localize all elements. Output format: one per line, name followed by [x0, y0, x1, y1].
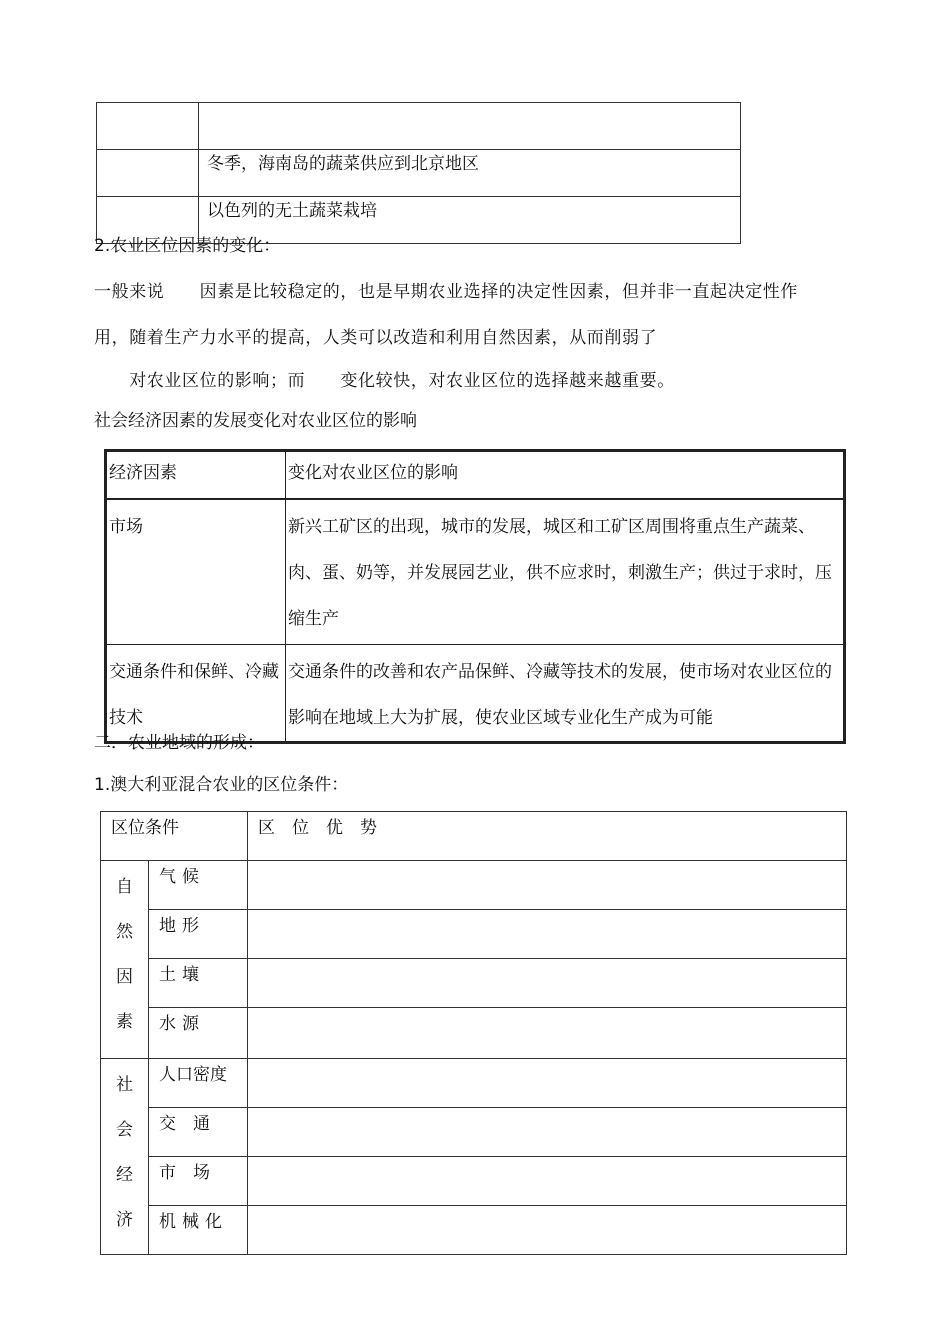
label-char: 自 — [116, 877, 133, 897]
condition-item: 人口密度 — [149, 1059, 248, 1108]
table-cell — [199, 103, 741, 150]
label-char: 济 — [116, 1210, 133, 1230]
table-row — [101, 1108, 847, 1157]
condition-item: 地形 — [149, 910, 248, 959]
label-char: 因 — [116, 967, 133, 987]
paragraph-line: 对农业区位的影响；而 变化较快，对农业区位的选择越来越重要。 — [94, 371, 675, 391]
header-factor: 经济因素 — [106, 451, 286, 500]
condition-item: 交 通 — [149, 1108, 248, 1157]
impact-cell: 交通条件的改善和农产品保鲜、冷藏等技术的发展，使市场对农业区位的影响在地域上大为扩展，使农业区域专业化生产成为可能 — [286, 645, 845, 743]
section-heading: 二．农业地域的形成： — [94, 733, 264, 753]
factor-cell: 市场 — [106, 499, 286, 645]
table-row — [106, 499, 845, 645]
label-char: 然 — [116, 922, 133, 942]
answer-cell[interactable] — [248, 1059, 847, 1108]
condition-item: 土壤 — [149, 959, 248, 1008]
economic-factors-table — [104, 449, 846, 744]
header-advantage: 区 位 优 势 — [248, 812, 847, 861]
answer-cell[interactable] — [248, 959, 847, 1008]
label-char: 素 — [116, 1012, 133, 1032]
answer-cell[interactable] — [248, 861, 847, 910]
answer-cell[interactable] — [248, 1108, 847, 1157]
table-row — [101, 1008, 847, 1059]
label-char: 经 — [116, 1165, 133, 1185]
table-row — [101, 861, 847, 910]
natural-factors-label — [101, 861, 149, 1059]
location-conditions-table — [100, 811, 847, 1255]
paragraph-line: 一般来说 因素是比较稳定的，也是早期农业选择的决定性因素，但并非一直起决定性作 — [94, 282, 798, 302]
condition-item: 气候 — [149, 861, 248, 910]
crop-example-table — [96, 102, 741, 244]
table-row — [101, 1059, 847, 1108]
label-char: 会 — [116, 1120, 133, 1140]
header-conditions: 区位条件 — [101, 812, 248, 861]
impact-cell: 新兴工矿区的出现，城市的发展，城区和工矿区周围将重点生产蔬菜、肉、蛋、奶等，并发展园艺业，供不应求时，刺激生产；供过于求时，压缩生产 — [286, 499, 845, 645]
paragraph-line: 社会经济因素的发展变化对农业区位的影响 — [94, 411, 417, 431]
table-row — [101, 1206, 847, 1255]
table-cell: 冬季，海南岛的蔬菜供应到北京地区 — [199, 150, 741, 197]
section-subheading: 1.澳大利亚混合农业的区位条件： — [94, 775, 349, 795]
table-cell — [97, 103, 199, 150]
answer-cell[interactable] — [248, 1206, 847, 1255]
factor-cell: 交通条件和保鲜、冷藏技术 — [106, 645, 286, 743]
label-char: 社 — [116, 1075, 133, 1095]
table-row — [106, 645, 845, 743]
social-factors-label — [101, 1059, 149, 1255]
condition-item: 机械化 — [149, 1206, 248, 1255]
section-heading: 2.农业区位因素的变化： — [94, 236, 281, 256]
answer-cell[interactable] — [248, 910, 847, 959]
table-cell: 以色列的无土蔬菜栽培 — [199, 197, 741, 244]
table-header-row — [106, 451, 845, 500]
header-impact: 变化对农业区位的影响 — [286, 451, 845, 500]
condition-item: 水源 — [149, 1008, 248, 1059]
table-header-row — [101, 812, 847, 861]
table-row — [101, 910, 847, 959]
paragraph-line: 用，随着生产力水平的提高，人类可以改造和利用自然因素，从而削弱了 — [94, 328, 658, 348]
answer-cell[interactable] — [248, 1157, 847, 1206]
table-cell — [97, 150, 199, 197]
table-row — [97, 103, 741, 150]
table-row — [101, 959, 847, 1008]
table-row — [101, 1157, 847, 1206]
answer-cell[interactable] — [248, 1008, 847, 1059]
table-row — [97, 150, 741, 197]
condition-item: 市 场 — [149, 1157, 248, 1206]
